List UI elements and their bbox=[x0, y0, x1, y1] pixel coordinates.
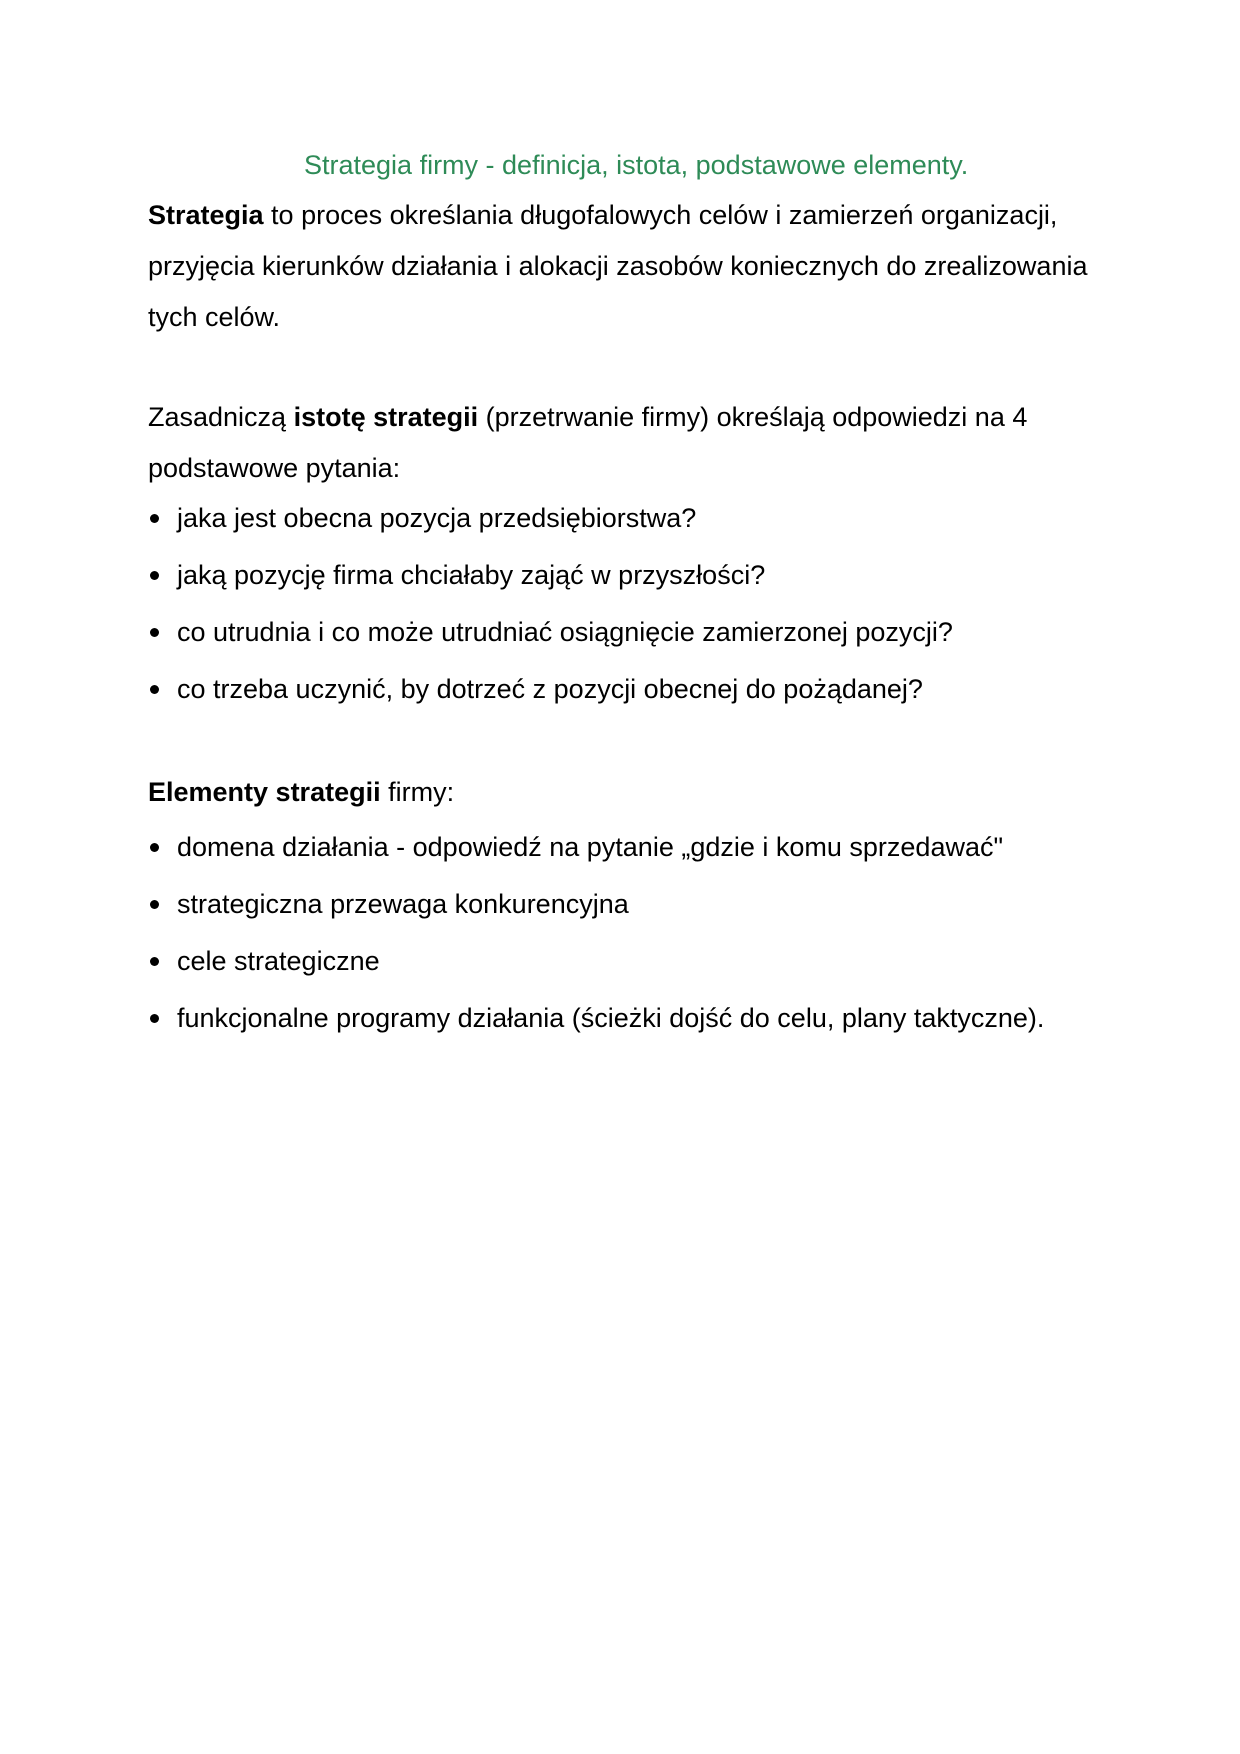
elements-heading-text: firmy: bbox=[380, 777, 455, 807]
question-text: co utrudnia i co może utrudniać osiągnięcie zamierzonej pozycji? bbox=[177, 617, 953, 647]
list-item bbox=[148, 493, 1108, 550]
bullet-icon bbox=[150, 571, 159, 580]
question-text: jaką pozycję firma chciałaby zająć w przyszłości? bbox=[177, 560, 766, 590]
question-text: co trzeba uczynić, by dotrzeć z pozycji obecnej do pożądanej? bbox=[177, 674, 923, 704]
essence-text: (przetrwanie firmy) określają odpowiedzi na 4 podstawowe pytania: bbox=[148, 402, 1028, 483]
essence-paragraph bbox=[148, 392, 1108, 494]
questions-list bbox=[148, 493, 1108, 721]
bullet-icon bbox=[150, 628, 159, 637]
bullet-icon bbox=[150, 843, 159, 852]
bullet-icon bbox=[150, 685, 159, 694]
list-item bbox=[148, 550, 1108, 607]
element-text: strategiczna przewaga konkurencyjna bbox=[177, 889, 629, 919]
list-item bbox=[148, 822, 1108, 879]
list-item bbox=[148, 936, 1108, 993]
document-title: Strategia firmy - definicja, istota, podstawowe elementy. bbox=[304, 150, 969, 180]
essence-bold-term: istotę strategii bbox=[293, 402, 479, 432]
definition-text: to proces określania długofalowych celów i zamierzeń organizacji, przyjęcia kierunków działania i alokacji zasobów koniecznych do zrealizowania tych celów. bbox=[148, 200, 1088, 332]
elements-bold-term: Elementy strategii bbox=[148, 777, 381, 807]
question-text: jaka jest obecna pozycja przedsiębiorstwa? bbox=[177, 503, 697, 533]
elements-list bbox=[148, 822, 1108, 1044]
element-text: domena działania - odpowiedź na pytanie „gdzie i komu sprzedawać" bbox=[177, 832, 1004, 862]
definition-paragraph bbox=[148, 190, 1108, 343]
bullet-icon bbox=[150, 1014, 159, 1023]
elements-heading bbox=[148, 767, 1108, 818]
bullet-icon bbox=[150, 957, 159, 966]
list-item bbox=[148, 607, 1108, 664]
element-text: funkcjonalne programy działania (ścieżki dojść do celu, plany taktyczne). bbox=[177, 1003, 1045, 1033]
element-text: cele strategiczne bbox=[177, 946, 380, 976]
bullet-icon bbox=[150, 514, 159, 523]
list-item bbox=[148, 879, 1108, 936]
definition-bold-term: Strategia bbox=[148, 200, 264, 230]
bullet-icon bbox=[150, 900, 159, 909]
essence-intro: Zasadniczą bbox=[148, 402, 294, 432]
list-item bbox=[148, 993, 1108, 1044]
list-item bbox=[148, 664, 1108, 721]
